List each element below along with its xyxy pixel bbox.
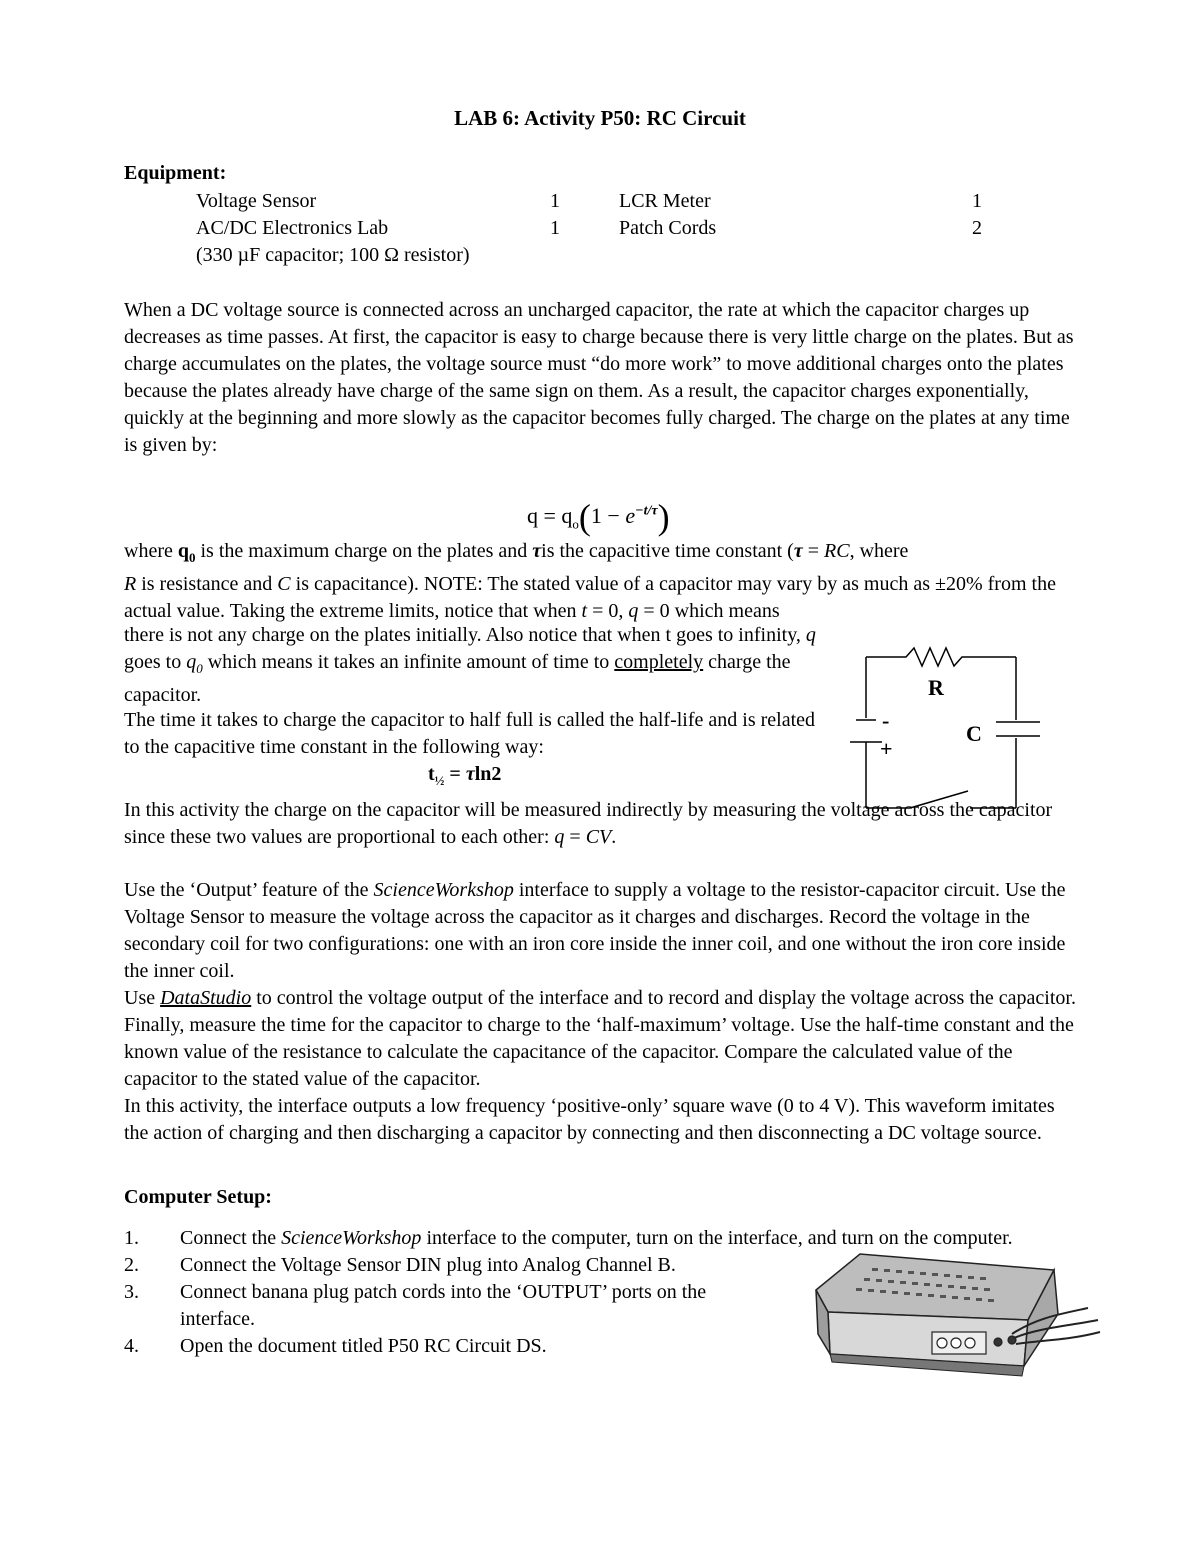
formula-q0: $q_o$ <box>561 503 579 532</box>
formula-one: 1 <box>590 503 602 528</box>
battery-minus-label: - <box>882 708 890 733</box>
equipment-item: Voltage Sensor <box>196 190 317 212</box>
equipment-heading: Equipment: <box>124 162 227 184</box>
indirect-paragraph: In this activity the charge on the capacitor will be measured indirectly by measuring the voltage across the capacitor since these two values are proportional to each other: q = CV. <box>124 799 1053 848</box>
resistor-label: R <box>928 675 944 700</box>
formula-exponent: −t/τ <box>635 503 658 519</box>
page-title: LAB 6: Activity P50: RC Circuit <box>454 106 746 130</box>
list-item: 3. Connect banana plug patch cords into the ‘OUTPUT’ ports on the interface. <box>124 1281 707 1330</box>
equipment-qty: 1 <box>972 190 982 212</box>
formula-minus: − <box>607 503 620 528</box>
equipment-note-text: (330 µF capacitor; 100 Ω resistor) <box>196 244 470 266</box>
computer-setup-heading: Computer Setup: <box>124 1186 272 1208</box>
list-item: 2. Connect the Voltage Sensor DIN plug into Analog Channel B. <box>124 1254 676 1276</box>
battery-plus-label: + <box>880 736 893 761</box>
equipment-qty: 1 <box>550 190 560 212</box>
formula-e: e <box>625 503 636 528</box>
resistor-symbol <box>866 648 1016 666</box>
equipment-note <box>196 242 1016 269</box>
intro-paragraph: When a DC voltage source is connected across an uncharged capacitor, the rate at which the capacitor charges up decreases as time passes. At first, the capacitor is easy to charge because there is very little charge on the plates. But as charge accumulates on the plates, the voltage source must “do more work” to move additional charges onto the plates because the plates already have charge of the same sign on them. As a result, the capacitor charges exponentially, quickly at the beginning and more slowly as the capacitor becomes fully charged. The charge on the plates at any time is given by: <box>124 299 1074 456</box>
resistance-text: R is resistance and C is capacitance). NOTE: The stated value of a capacitor may vary by as much as ±20% from the actual value. Taking the extreme limits, notice that when t = 0, q = 0 which means <box>124 573 1056 622</box>
completely-underlined: completely <box>614 651 704 673</box>
where-paragraph <box>124 538 1076 625</box>
capacitor-label: C <box>966 721 982 746</box>
interface-device-illustration <box>808 1248 1104 1408</box>
datastudio-paragraph: Use DataStudio to control the voltage output of the interface and to record and display the voltage across the capacitor. Finally, measure the time for the capacitor to charge to the ‘half-maximum’ voltage. Use the half-time constant and the known value of the resistance to calculate the capacitance of the capacitor. Compare the calculated value of the capacitor to the stated value of the capacitor. <box>124 987 1076 1090</box>
half-life-formula: $t_{\frac{1}{2}} = \tau\ln 2$ <box>428 763 502 788</box>
infinity-paragraph: there is not any charge on the plates initially. Also notice that when t goes to infinity, q goes to $q_0$ which means it takes an infinite amount of time to completely charge the capacitor. <box>124 624 816 706</box>
equipment-row <box>196 215 1016 242</box>
formula-equals: = <box>543 503 556 528</box>
equipment-qty: 1 <box>550 217 560 239</box>
half-life-paragraph: The time it takes to charge the capacitor to half full is called the half-life and is related to the capacitive time constant in the following way: <box>124 709 816 758</box>
square-wave-paragraph: In this activity, the interface outputs a low frequency ‘positive-only’ square wave (0 to 4 V). This waveform imitates the action of charging and then discharging a capacitor by connecting and then disconnecting a DC voltage source. <box>124 1095 1055 1144</box>
charge-formula: $q = q_o(1 - e^{-t/\tau})$ <box>527 497 670 537</box>
formula-q: q <box>527 503 538 528</box>
equipment-item: AC/DC Electronics Lab <box>196 217 389 239</box>
q0-symbol: $q_0$ <box>177 540 196 565</box>
tau-symbol: τ <box>532 540 542 562</box>
equipment-table <box>196 188 1016 269</box>
output-paragraph: Use the ‘Output’ feature of the ScienceWorkshop interface to supply a voltage to the resistor-capacitor circuit. Use the Voltage Sensor to measure the voltage across the capacitor as it charges and discharges. Record the voltage in the secondary coil for two configurations: one with an iron core inside the inner coil, and one without the iron core inside the inner coil. <box>124 879 1066 982</box>
rc-circuit-diagram <box>840 640 1060 820</box>
where-line: where $q_0$ is the maximum charge on the plates and τis the capacitive time constant (τ = RC, where <box>124 540 909 565</box>
equipment-row <box>196 188 1016 215</box>
switch-symbol <box>910 791 968 808</box>
equipment-qty: 2 <box>972 217 982 239</box>
list-item: 1. Connect the ScienceWorkshop interface to the computer, turn on the interface, and turn on the computer. <box>124 1227 1013 1249</box>
equipment-item: Patch Cords <box>619 217 717 239</box>
equipment-item: LCR Meter <box>619 190 711 212</box>
list-item: 4. Open the document titled P50 RC Circuit DS. <box>124 1335 547 1357</box>
